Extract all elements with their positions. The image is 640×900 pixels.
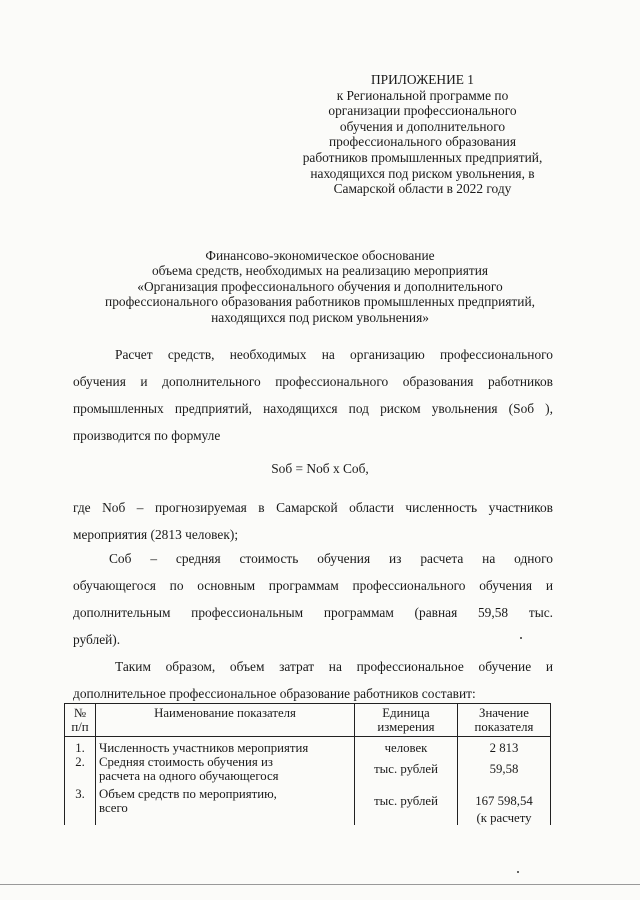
row-number: 1. <box>65 737 96 756</box>
indicators-table <box>64 703 551 825</box>
paragraph-line: мероприятия (2813 человек); <box>73 527 239 542</box>
paragraph-line: обучения и дополнительного профессионального образования работников <box>73 374 553 389</box>
paragraph-line: производится по формуле <box>73 428 221 443</box>
document-title <box>60 248 580 325</box>
paragraph-line: Cоб – средняя стоимость обучения из расчета на одного <box>109 551 553 566</box>
paragraph-line: дополнительное профессиональное образование работников составит: <box>73 686 476 701</box>
appendix-line: обучения и дополнительного <box>339 118 506 134</box>
title-line: профессионального образования работников промышленных предприятий, <box>105 294 535 310</box>
header-name: Наименование показателя <box>96 704 355 737</box>
row-unit: тыс. рублей <box>355 783 458 825</box>
row-number: 3. <box>65 783 96 825</box>
paragraph-line: дополнительным профессиональным программам (равная 59,58 тыс. <box>73 605 553 620</box>
where-c-paragraph <box>73 545 553 653</box>
appendix-line: находящихся под риском увольнения, в <box>310 165 535 181</box>
paragraph-line: Расчет средств, необходимых на организацию профессионального <box>115 347 553 362</box>
row-name: Объем средств по мероприятию, всего <box>96 783 355 825</box>
appendix-label: ПРИЛОЖЕНИЕ 1 <box>371 72 474 87</box>
paragraph-line: рублей). <box>73 632 121 647</box>
formula: Sоб = Nоб х Cоб, <box>271 461 369 476</box>
row-value: 2 813 <box>458 737 551 756</box>
paragraph-line: Таким образом, объем затрат на профессиональное обучение и <box>115 659 553 674</box>
appendix-line: Самарской области в 2022 году <box>333 181 512 197</box>
conclusion-paragraph <box>73 653 553 707</box>
scan-speck <box>517 871 519 873</box>
table-row <box>65 783 551 825</box>
appendix-line: к Региональной программе по <box>336 87 509 103</box>
row-value: 167 598,54 (к расчету <box>458 783 551 825</box>
table-header-row <box>65 704 551 737</box>
header-number: № п/п <box>65 704 96 737</box>
appendix-line: организации профессионального <box>328 103 517 119</box>
header-unit: Единица измерения <box>355 704 458 737</box>
table-row <box>65 755 551 783</box>
row-name: Средняя стоимость обучения из расчета на одного обучающегося <box>96 755 355 783</box>
page-edge-line <box>0 884 640 885</box>
header-value: Значение показателя <box>458 704 551 737</box>
appendix-line: работников промышленных предприятий, <box>302 149 543 165</box>
where-n-paragraph <box>73 494 553 548</box>
paragraph-line: обучающегося по основным программам профессионального обучения и <box>73 578 553 593</box>
title-line: Финансово-экономическое обоснование <box>205 248 435 263</box>
appendix-header <box>285 72 560 197</box>
intro-paragraph <box>73 341 553 449</box>
paragraph-line: промышленных предприятий, находящихся под риском увольнения (Sоб ), <box>73 401 553 416</box>
row-unit: тыс. рублей <box>355 755 458 783</box>
table-row <box>65 737 551 756</box>
row-number: 2. <box>65 755 96 783</box>
title-line: находящихся под риском увольнения» <box>211 309 429 325</box>
row-value: 59,58 <box>458 755 551 783</box>
row-name: Численность участников мероприятия <box>96 737 355 756</box>
title-line: «Организация профессионального обучения и дополнительного <box>137 278 503 294</box>
paragraph-line: где Nоб – прогнозируемая в Самарской области численность участников <box>73 500 553 515</box>
row-unit: человек <box>355 737 458 756</box>
scan-speck <box>520 637 522 639</box>
title-line: объема средств, необходимых на реализацию мероприятия <box>151 263 489 279</box>
appendix-line: профессионального образования <box>329 134 516 150</box>
